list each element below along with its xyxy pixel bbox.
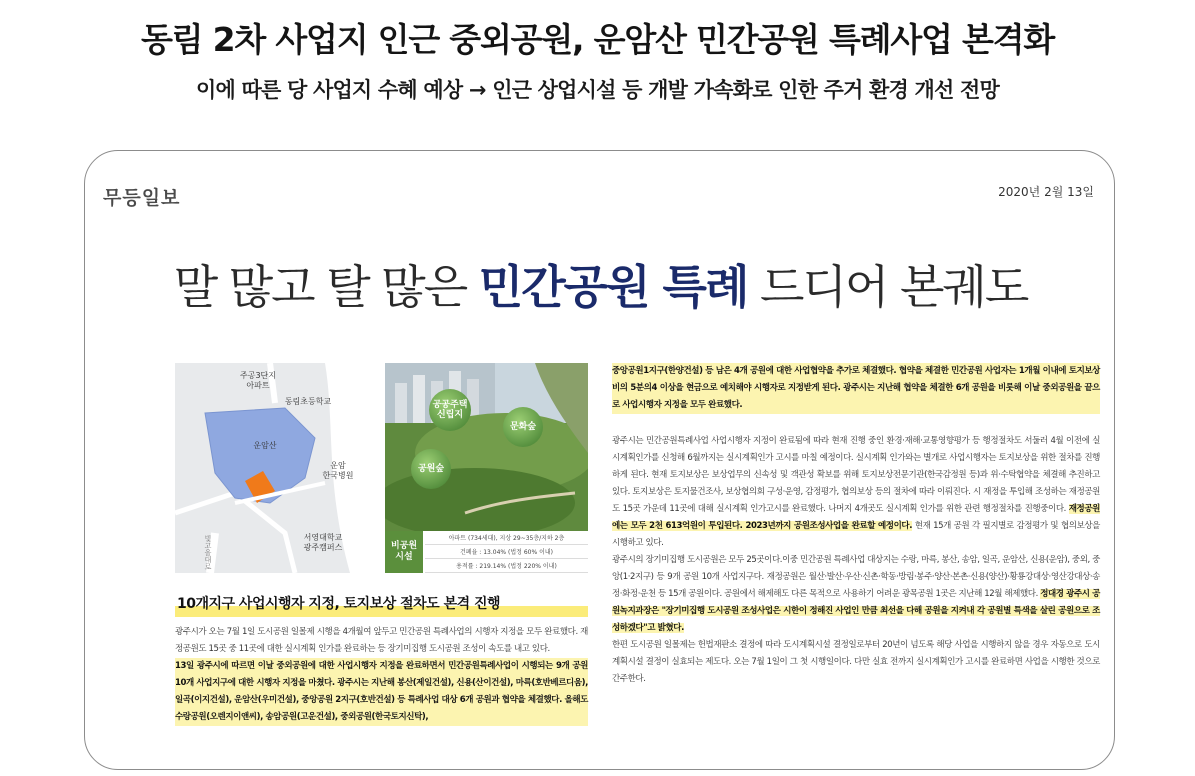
paragraph: 한편 도시공원 일몰제는 헌법재판소 결정에 따라 도시계획시설 결정일로부터 20년이 넘도록 해당 사업을 시행하지 않을 경우 자동으로 도시계획시설 결정이 실효되는 제도다. 오는 7월 1일이 그 첫 시행일이다. 다만 실효 전까지 실시계획인가 고시를 완료하면 사업을 시행한 것으로 간주한다.	[612, 640, 1100, 684]
park-bubble-culture: 문화숲	[503, 407, 543, 447]
map-label-school: 동림초등학교	[284, 397, 332, 406]
sub-headline: 이에 따른 당 사업지 수혜 예상 → 인근 상업시설 등 개발 가속화로 인한 주거 환경 개선 전망	[196, 78, 999, 102]
article-subheading: 10개지구 사업시행자 지정, 토지보상 절차도 본격 진행	[175, 593, 588, 617]
paragraph	[612, 552, 1100, 637]
paragraph-text: 광주시는 민간공원특례사업 사업시행자 지정이 완료됨에 따라 현재 진행 중인 환경·재해·교통영향평가 등 행정절차도 서둘러 4월 이전에 실시계획인가를 신청해 6월까지는 실시계획인가 고시를 마칠 예정이다. 실시계획 인가와는 별개로 사업시행자는 토지보상을 위한 절차를 진행하게 된다. 현재 토지보상은 보상업무의 신속성 및 객관성 확보를 위해 토지보상전문기관(한국감정원 등)과 위·수탁협약을 체결해 추진하고 있다. 토지보상은 토지물건조사, 보상협의회 구성·운영, 감정평가, 협의보상 등의 절차에 따라 이뤄진다. 시 재정을 투입해 조성하는 재정공원도 15곳 가운데 11곳에 대해 실시계획 인가고시를 완료했다. 나머지 4개곳도 실시계획 인가를 위한 관련 행정절차를 진행중이다.	[612, 436, 1100, 514]
left-column-text	[175, 624, 588, 726]
info-row: 건폐율 : 13.04% (법정 60% 이내)	[425, 546, 588, 559]
paragraph-text: 광주시의 장기미집행 도시공원은 모두 25곳이다.이중 민간공원 특례사업 대상지는 수랑, 마륵, 봉산, 송암, 일곡, 운암산, 신용(운암), 중외, 중앙(1·2지구) 등 9개 공원 10개 사업지구다. 재정공원은 월산·발산·우산·신촌·학동·방림·봉주·양산·본촌·신용(양산)·황룡강대상·영산강대상·송정·화정·운천 등 15개 공원이다. 공원에서 해제해도 다른 목적으로 사용하기 어려운 광목공원 1곳은 지난해 12월 해제했다.	[612, 555, 1100, 599]
highlighted-paragraph: 중앙공원1지구(한양건설) 등 남은 4개 공원에 대한 사업협약을 추가로 체결했다. 협약을 체결한 민간공원 사업자는 1개월 이내에 토지보상비의 5분의4 이상을 현금으로 예치해야 시행자로 지정받게 된다. 광주시는 지난해 협약을 체결한 6개 공원을 비롯해 이날 중외공원을 끝으로 사업시행자 지정을 모두 완료했다.	[612, 363, 1100, 414]
title-emphasis: 민간공원 특례	[478, 260, 748, 314]
non-park-facility-info	[385, 531, 588, 573]
location-map	[175, 363, 375, 573]
highlighted-sentence: 정대경 광주시 공원녹지과장은 "장기미집행 도시공원 조성사업은 시한이 정해진 사업인 만큼 최선을 다해 공원을 지켜내 각 공원별 특색을 살린 공원으로 조성하겠다"고 밝혔다.	[612, 589, 1100, 633]
map-label-hospital: 운암 한국병원	[322, 461, 354, 480]
title-prefix: 말 많고 탈 많은	[173, 260, 479, 314]
info-row: 아파트 (734세대), 지상 29~35층/지하 2층	[425, 532, 588, 545]
right-column-text	[612, 363, 1100, 688]
newspaper-name: 무등일보	[103, 187, 181, 209]
paragraph	[612, 433, 1100, 552]
map-label-university: 서영대학교 광주캠퍼스	[303, 533, 343, 552]
map-label-mountain: 운암산	[253, 441, 277, 450]
info-label: 비공원 시설	[385, 531, 423, 573]
highlighted-paragraph: 13일 광주시에 따르면 이날 중외공원에 대한 사업시행자 지정을 완료하면서 민간공원특례사업이 시행되는 9개 공원 10개 사업지구에 대한 시행자 지정을 마쳤다. 광주시는 지난해 봉산(제일건설), 신용(산이건설), 마륵(호반베르디움), 일곡(이지건설), 운암산(우미건설), 중앙공원 2지구(호반건설) 등 특례사업 대상 6개 공원과 협약을 체결했다. 올해도 수랑공원(오렌지이앤씨), 송암공원(고운건설), 중외공원(한국토지신탁),	[175, 658, 588, 726]
publication-date: 2020년 2월 13일	[998, 185, 1094, 199]
park-bubble-housing: 공공주택 신립지	[429, 389, 471, 431]
title-suffix: 드디어 본궤도	[747, 260, 1028, 314]
paragraph: 광주시가 오는 7월 1일 도시공원 일몰제 시행을 4개월여 앞두고 민간공원 특례사업의 시행자 지정을 모두 완료했다. 재정공원도 15곳 중 11곳에 대한 실시계획 인가를 완료하는 등 장기미집행 도시공원 조성이 속도를 내고 있다.	[175, 627, 588, 654]
park-rendering-image	[385, 363, 588, 573]
main-headline: 동림 2차 사업지 인근 중외공원, 운암산 민간공원 특례사업 본격화	[140, 20, 1055, 59]
map-label-road: 빛고을대로	[204, 535, 212, 570]
paragraph-text: 현재 15개 공원 각 필지별로 감정평가 및 협의보상을 시행하고 있다.	[612, 521, 1100, 548]
highlighted-sentence: 재정공원에는 모두 2천 613억원이 투입된다. 2023년까지 공원조성사업을 완료할 예정이다.	[612, 504, 1100, 531]
article-title	[85, 251, 1115, 317]
news-clipping-card	[84, 150, 1115, 770]
info-row: 용적률 : 219.14% (법정 220% 이내)	[425, 560, 588, 573]
map-label-apartment: 주공3단지 아파트	[239, 371, 276, 390]
park-bubble-garden: 공원숲	[411, 449, 451, 489]
